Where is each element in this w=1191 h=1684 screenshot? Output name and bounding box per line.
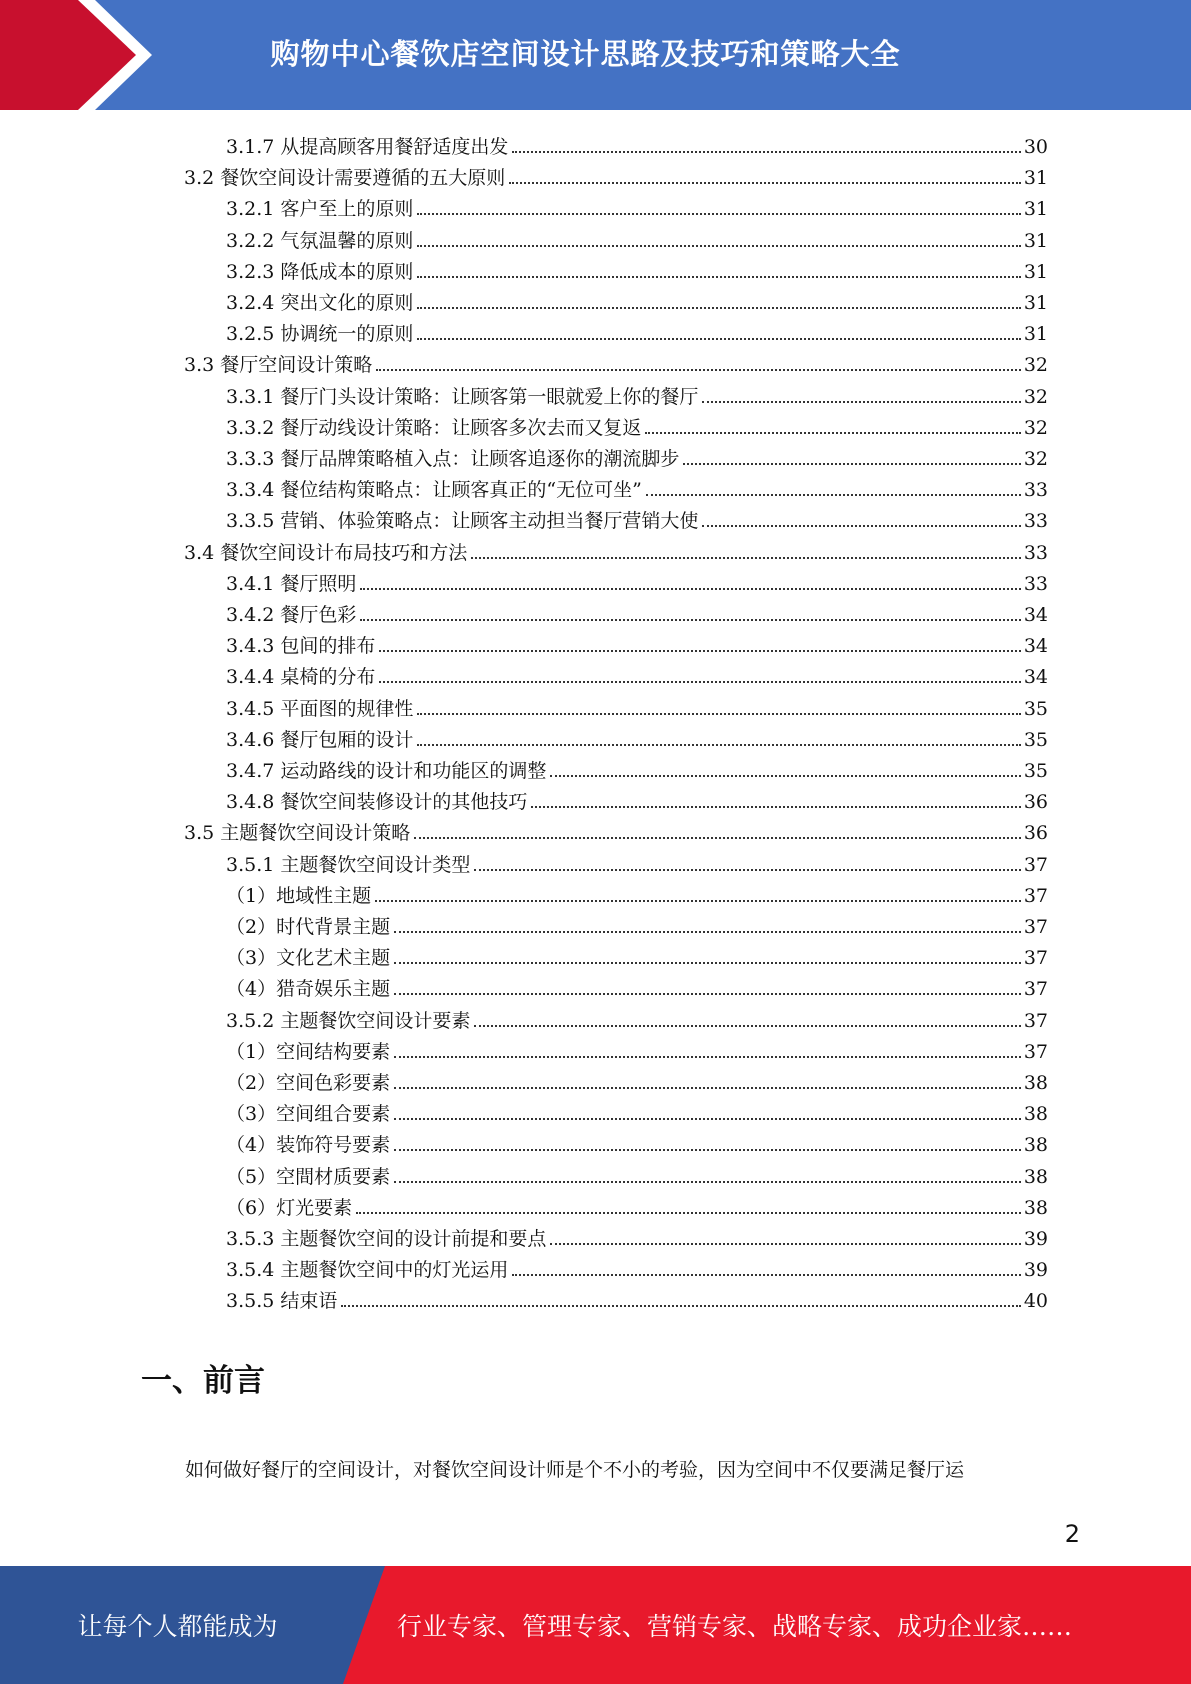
toc-entry-page: 32 <box>1023 385 1048 408</box>
toc-entry[interactable] <box>226 1220 1048 1251</box>
toc-entry[interactable] <box>226 565 1048 596</box>
toc-entry[interactable] <box>226 690 1048 721</box>
toc-entry-label: 3.5.4 主题餐饮空间中的灯光运用 <box>226 1259 509 1282</box>
toc-entry[interactable] <box>226 970 1048 1001</box>
toc-dot-leader <box>417 744 1020 746</box>
toc-entry[interactable] <box>226 409 1048 440</box>
toc-dot-leader <box>531 806 1020 808</box>
toc-dot-leader <box>376 369 1021 371</box>
toc-dot-leader <box>702 401 1020 403</box>
toc-dot-leader <box>394 1056 1021 1058</box>
toc-entry-label: 3.3.5 营销、体验策略点：让顾客主动担当餐厅营销大使 <box>226 510 699 533</box>
toc-entry-page: 33 <box>1023 572 1048 595</box>
toc-entry-label: （4）猎奇娱乐主题 <box>226 978 391 1001</box>
toc-entry[interactable] <box>226 1064 1048 1095</box>
toc-entry-page: 32 <box>1023 448 1048 470</box>
toc-entry-label: 3.5 主题餐饮空间设计策略 <box>184 822 411 845</box>
toc-dot-leader <box>394 962 1021 964</box>
toc-dot-leader <box>417 213 1020 215</box>
toc-dot-leader <box>360 588 1020 590</box>
toc-entry-page: 31 <box>1023 198 1048 221</box>
toc-entry-page: 34 <box>1023 666 1048 689</box>
toc-entry-label: 3.3.4 餐位结构策略点：让顾客真正的“无位可坐” <box>226 479 642 502</box>
toc-entry-label: （3）文化艺术主题 <box>226 947 391 970</box>
toc-entry-page: 31 <box>1023 260 1048 283</box>
toc-entry-label: 3.2.3 降低成本的原则 <box>226 260 414 283</box>
toc-dot-leader <box>417 713 1020 715</box>
document-title: 购物中心餐饮店空间设计思路及技巧和策略大全 <box>270 36 901 71</box>
toc-entry[interactable] <box>226 471 1048 502</box>
toc-dot-leader <box>394 1118 1021 1120</box>
toc-entry[interactable] <box>226 846 1048 877</box>
toc-dot-leader <box>509 182 1021 184</box>
toc-dot-leader <box>645 432 1020 434</box>
toc-entry[interactable] <box>226 1002 1048 1033</box>
toc-entry-page: 37 <box>1023 1040 1048 1063</box>
toc-entry[interactable] <box>226 1251 1048 1282</box>
toc-entry-page: 37 <box>1023 947 1048 970</box>
toc-entry-label: （1）地域性主题 <box>226 884 372 907</box>
toc-entry[interactable] <box>226 783 1048 814</box>
section-heading: 一、前言 <box>141 1363 265 1399</box>
toc-entry-page: 36 <box>1023 822 1048 845</box>
toc-entry-page: 35 <box>1023 697 1048 720</box>
toc-dot-leader <box>417 245 1020 247</box>
toc-dot-leader <box>683 463 1020 465</box>
toc-entry[interactable] <box>226 752 1048 783</box>
toc-entry-label: 3.3.1 餐厅门头设计策略：让顾客第一眼就爱上你的餐厅 <box>226 385 699 408</box>
toc-entry[interactable] <box>226 284 1048 315</box>
toc-dot-leader <box>394 1149 1021 1151</box>
toc-entry-page: 39 <box>1023 1259 1048 1282</box>
toc-dot-leader <box>474 1025 1020 1027</box>
toc-entry-page: 33 <box>1023 510 1048 533</box>
toc-entry-label: （1）空间结构要素 <box>226 1040 391 1063</box>
toc-entry[interactable] <box>226 627 1048 658</box>
toc-entry-label: 3.4.8 餐饮空间装修设计的其他技巧 <box>226 791 528 814</box>
toc-entry-page: 31 <box>1023 323 1048 346</box>
toc-entry-page: 33 <box>1023 541 1048 564</box>
toc-dot-leader <box>341 1305 1020 1307</box>
toc-entry-label: （6）灯光要素 <box>226 1196 353 1219</box>
footer-slogan-right: 行业专家、管理专家、营销专家、战略专家、成功企业家…… <box>397 1612 1073 1641</box>
toc-entry-label: （5）空間材质要素 <box>226 1165 391 1188</box>
toc-entry[interactable] <box>226 502 1048 533</box>
toc-entry-page: 39 <box>1023 1228 1048 1250</box>
toc-dot-leader <box>394 931 1021 933</box>
toc-entry-label: （4）装饰符号要素 <box>226 1134 391 1157</box>
toc-entry[interactable] <box>226 440 1048 471</box>
toc-entry-label: （2）空间色彩要素 <box>226 1072 391 1094</box>
toc-entry[interactable] <box>184 534 1048 565</box>
toc-entry-page: 32 <box>1023 354 1048 377</box>
toc-entry-page: 38 <box>1023 1072 1048 1094</box>
toc-entry[interactable] <box>226 1158 1048 1189</box>
toc-entry-page: 36 <box>1023 791 1048 814</box>
toc-entry-label: 3.2.2 气氛温馨的原则 <box>226 229 414 252</box>
toc-entry-page: 34 <box>1023 604 1048 626</box>
toc-dot-leader <box>356 1212 1021 1214</box>
toc-dot-leader <box>360 619 1020 621</box>
toc-entry-page: 38 <box>1023 1165 1048 1188</box>
toc-entry-page: 32 <box>1023 416 1048 439</box>
toc-entry-label: 3.5.1 主题餐饮空间设计类型 <box>226 853 471 876</box>
toc-entry-label: 3.2 餐饮空间设计需要遵循的五大原则 <box>184 167 506 190</box>
toc-entry-label: 3.4.1 餐厅照明 <box>226 572 357 595</box>
page-footer <box>0 1566 1191 1684</box>
toc-entry-page: 37 <box>1023 916 1048 938</box>
toc-entry-page: 31 <box>1023 229 1048 252</box>
toc-entry-label: 3.2.4 突出文化的原则 <box>226 292 414 314</box>
toc-dot-leader <box>394 1087 1021 1089</box>
toc-entry[interactable] <box>226 596 1048 627</box>
toc-dot-leader <box>474 869 1020 871</box>
toc-entry-label: 3.4.4 桌椅的分布 <box>226 666 376 689</box>
toc-dot-leader <box>550 775 1020 777</box>
toc-dot-leader <box>417 338 1020 340</box>
toc-entry-page: 33 <box>1023 479 1048 502</box>
toc-entry-label: 3.2.5 协调统一的原则 <box>226 323 414 346</box>
footer-slogan-left: 让每个人都能成为 <box>77 1612 278 1641</box>
toc-dot-leader <box>646 494 1021 496</box>
toc-entry[interactable] <box>226 1033 1048 1064</box>
toc-entry-label: 3.5.2 主题餐饮空间设计要素 <box>226 1009 471 1032</box>
toc-entry-label: 3.5.5 结束语 <box>226 1290 338 1313</box>
toc-entry-page: 38 <box>1023 1103 1048 1126</box>
toc-dot-leader <box>471 557 1021 559</box>
toc-entry-label: （3）空间组合要素 <box>226 1103 391 1126</box>
toc-entry-page: 31 <box>1023 292 1048 314</box>
toc-entry-label: 3.3 餐厅空间设计策略 <box>184 354 373 377</box>
toc-entry[interactable] <box>226 877 1048 908</box>
toc-entry-label: 3.1.7 从提高顾客用餐舒适度出发 <box>226 136 509 158</box>
page-header <box>0 0 1191 110</box>
toc-entry[interactable] <box>226 378 1048 409</box>
toc-entry-page: 35 <box>1023 728 1048 751</box>
body-paragraph: 如何做好餐厅的空间设计，对餐饮空间设计师是个不小的考验，因为空间中不仅要满足餐厅运 <box>185 1459 965 1481</box>
toc-entry-label: 3.4.2 餐厅色彩 <box>226 604 357 626</box>
toc-dot-leader <box>702 525 1020 527</box>
toc-entry-page: 38 <box>1023 1196 1048 1219</box>
toc-entry[interactable] <box>184 346 1048 377</box>
toc-entry-page: 35 <box>1023 760 1048 782</box>
toc-dot-leader <box>417 276 1020 278</box>
toc-entry[interactable] <box>226 190 1048 221</box>
toc-dot-leader <box>394 993 1021 995</box>
toc-entry[interactable] <box>226 1126 1048 1157</box>
toc-entry[interactable] <box>184 159 1048 190</box>
toc-entry-label: 3.3.2 餐厅动线设计策略：让顾客多次去而又复返 <box>226 416 642 439</box>
toc-entry-label: 3.3.3 餐厅品牌策略植入点：让顾客追逐你的潮流脚步 <box>226 448 680 470</box>
page-number: 2 <box>1064 1520 1080 1548</box>
toc-dot-leader <box>394 1181 1021 1183</box>
toc-entry-label: 3.5.3 主题餐饮空间的设计前提和要点 <box>226 1228 547 1250</box>
toc-entry[interactable] <box>226 128 1048 159</box>
toc-entry-label: 3.4.3 包间的排布 <box>226 635 376 658</box>
toc-entry-page: 37 <box>1023 978 1048 1001</box>
toc-dot-leader <box>375 900 1021 902</box>
toc-dot-leader <box>417 307 1020 309</box>
toc-entry-label: （2）时代背景主题 <box>226 916 391 938</box>
toc-entry[interactable] <box>226 1282 1048 1313</box>
toc-entry[interactable] <box>226 253 1048 284</box>
toc-dot-leader <box>414 837 1021 839</box>
toc-entry-page: 37 <box>1023 1009 1048 1032</box>
toc-entry[interactable] <box>226 1189 1048 1220</box>
toc-entry[interactable] <box>226 222 1048 253</box>
toc-entry[interactable] <box>226 315 1048 346</box>
toc-entry-page: 30 <box>1023 136 1048 158</box>
toc-entry-page: 31 <box>1023 167 1048 190</box>
toc-entry-label: 3.4.7 运动路线的设计和功能区的调整 <box>226 760 547 782</box>
toc-entry-label: 3.4 餐饮空间设计布局技巧和方法 <box>184 541 468 564</box>
toc-entry-page: 38 <box>1023 1134 1048 1157</box>
toc-entry[interactable] <box>226 908 1048 939</box>
toc-dot-leader <box>550 1243 1020 1245</box>
toc-dot-leader <box>379 650 1020 652</box>
toc-entry-page: 37 <box>1023 853 1048 876</box>
toc-entry[interactable] <box>184 814 1048 845</box>
toc-entry[interactable] <box>226 658 1048 689</box>
toc-entry-label: 3.2.1 客户至上的原则 <box>226 198 414 221</box>
toc-entry-label: 3.4.5 平面图的规律性 <box>226 697 414 720</box>
toc-entry-page: 34 <box>1023 635 1048 658</box>
toc-entry-page: 40 <box>1023 1290 1048 1313</box>
toc-entry[interactable] <box>226 939 1048 970</box>
toc-entry[interactable] <box>226 1095 1048 1126</box>
toc-dot-leader <box>512 151 1020 153</box>
toc-entry-label: 3.4.6 餐厅包厢的设计 <box>226 728 414 751</box>
toc-entry-page: 37 <box>1023 884 1048 907</box>
toc-entry[interactable] <box>226 721 1048 752</box>
toc-dot-leader <box>512 1274 1020 1276</box>
toc-dot-leader <box>379 681 1020 683</box>
